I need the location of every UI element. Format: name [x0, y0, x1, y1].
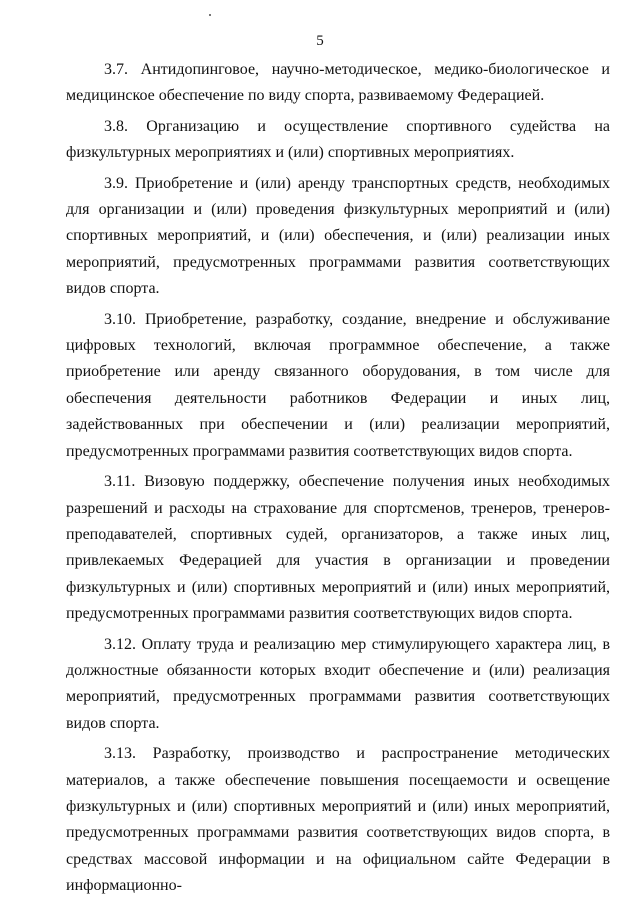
scan-artifact — [209, 14, 211, 16]
paragraph-3-13: 3.13. Разработку, производство и распространение методических материалов, а также обеспечение повышения посещаемости и освещение физкультурных и (или) спортивных мероприятий и (или) иных мероприятий, предусмотренных программами развития соответствующих видов спорта, в средствах массовой информации и на официальном сайте Федерации в информационно- — [66, 745, 610, 895]
paragraph-3-8: 3.8. Организацию и осуществление спортивного судейства на физкультурных мероприятиях и (или) спортивных мероприятиях. — [66, 117, 610, 162]
page-number: 5 — [316, 33, 324, 49]
paragraph-3-7: 3.7. Антидопинговое, научно-методическое, медико-биологическое и медицинское обеспечение по виду спорта, развиваемому Федерацией. — [66, 61, 610, 105]
paragraph-3-12: 3.12. Оплату труда и реализацию мер стимулирующего характера лиц, в должностные обязанности которых входит обеспечение и (или) реализация мероприятий, предусмотренных программами развития соответствующих видов спорта. — [66, 635, 610, 732]
paragraph-3-9: 3.9. Приобретение и (или) аренду транспортных средств, необходимых для организации и (или) проведения физкультурных мероприятий и (или) спортивных мероприятий, и (или) обеспечения, и (или) реализации иных мероприятий, предусмотренных программами развития соответствующих видов спорта. — [66, 174, 610, 298]
paragraph-3-10: 3.10. Приобретение, разработку, создание, внедрение и обслуживание цифровых технологий, включая программное обеспечение, а также приобретение или аренду связанного оборудования, в том числе для обеспечения деятельности работников Федерации и иных лиц, задействованных при обеспечении и (или) реализации мероприятий, предусмотренных программами развития соответствующих видов спорта. — [66, 310, 610, 460]
document-body — [66, 57, 610, 904]
paragraph-3-11: 3.11. Визовую поддержку, обеспечение получения иных необходимых разрешений и расходы на страхование для спортсменов, тренеров, тренеров-преподавателей, спортивных судей, организаторов, а также иных лиц, привлекаемых Федерацией для участия в организации и проведении физкультурных и (или) спортивных мероприятий и (или) иных мероприятий, предусмотренных программами развития соответствующих видов спорта. — [66, 473, 610, 623]
